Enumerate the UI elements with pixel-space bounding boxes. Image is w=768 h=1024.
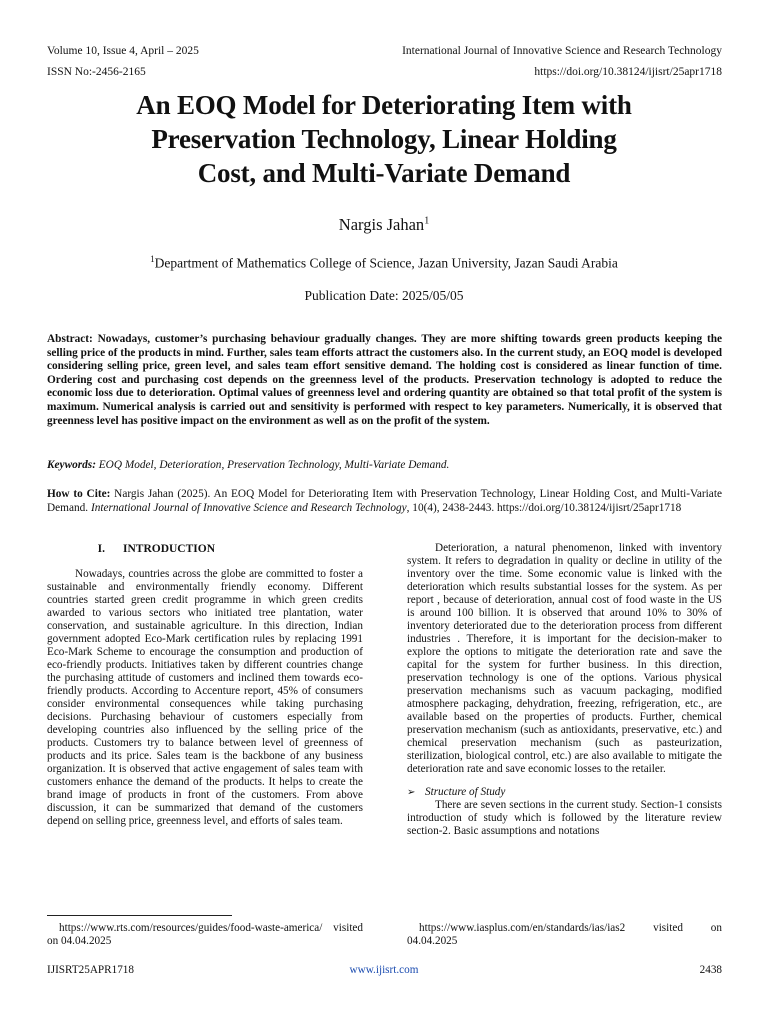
structure-paragraph: There are seven sections in the current study. Section-1 consists introduction of study which is followed by the literature review section-2. Basic assumptions and notations (407, 799, 722, 837)
abstract-label: Abstract: (47, 333, 93, 345)
title-line-1: An EOQ Model for Deteriorating Item with (136, 90, 632, 120)
footnote-left: https://www.rts.com/resources/guides/food-waste-america/ visited on 04.04.2025 (47, 922, 363, 947)
publication-date: Publication Date: 2025/05/05 (304, 288, 464, 303)
affil-text: Department of Mathematics College of Science, Jazan University, Jazan Saudi Arabia (154, 255, 618, 271)
issn: ISSN No:-2456-2165 (47, 66, 146, 78)
right-column (407, 542, 722, 838)
footnote-divider (47, 915, 232, 916)
author-name: Nargis Jahan (338, 215, 425, 234)
section-number: I. (97, 543, 105, 555)
affil-sup: 1 (150, 254, 155, 264)
section-heading (47, 543, 363, 555)
cite-journal: International Journal of Innovative Science and Research Technology (90, 501, 407, 514)
abstract-text: Nowadays, customer’s purchasing behaviour gradually changes. They are more shifting towards green products keeping the selling price of the products in mind. Further, sales team efforts attract the customers also. In the current study, an EOQ model is developed considering selling price, green level, and sales team effort sensitive demand. The holding cost is considered as linear function of time. Ordering cost and purchasing cost depends on the greenness level of the products. Preservation technology is adopted to reduce the economic loss due to deterioration. Optimal values of greenness level and ordering quantity are obtained so that total profit of the system is maximum. Numerical analysis is carried out and sensitivity is performed with respect to key parameters. Numerically, it is observed that greenness level has positive impact on the environment as well as on the profit of the system. (47, 333, 723, 427)
footer-site-link[interactable]: www.ijisrt.com (349, 964, 419, 976)
keywords (47, 459, 722, 473)
journal-name: International Journal of Innovative Science and Research Technology (402, 45, 722, 57)
intro-paragraph: Nowadays, countries across the globe are committed to foster a sustainable and environmentally friendly economy. Different countries started green credit programme in which green credits awarded to various sectors who initiated tree plantation, water conservation, and sustainable agriculture. In this direction, Indian government adopted Eco-Mark certification rules by replacing 1991 Eco-Mark Scheme to encourage the consumption and production of eco-friendly products. Initiatives taken by different countries change the purchasing attitude of customers and inclined them towards eco-friendly products. According to Accenture report, 45% of consumers consider environmental consequences while taking purchasing decisions. Purchasing behaviour of customers especially from developing countries also influenced by the selling price of the products. Customers try to balance between level of greenness of products and its price. Sales team is the backbone of any business organization. It is observed that active engagement of sales team with customers enhance the demand of the products. It helps to create the brand image of products in front of the customers. From above discussion, it can be summarized that demand of the customers depend on selling price, greenness level, and efforts of sales team. (47, 568, 363, 827)
title-line-2: Preservation Technology, Linear Holding (151, 124, 617, 154)
cite-label: How to Cite: (47, 488, 111, 500)
footer-code: IJISRT25APR1718 (47, 964, 134, 976)
deterioration-paragraph: Deterioration, a natural phenomenon, linked with inventory system. It refers to degradation in quality or decline in utility of the inventory over the time. Some economic value is linked with the deterioration which results substantial losses for the system. As per report , because of deterioration, annual cost of food waste in the US is around 100 billion. It is observed that around 10% to 30% of inventory deteriorated due to the deterioration process from different industries . Therefore, it is important for the decision-maker to explore the options to mitigate the deterioration rate and save the capital for the system for further business. In this direction, preservation technology is one of the options. Various physical preservation mechanisms such as vacuum packaging, modified atmosphere packaging, dehydration, freezing, refrigeration, etc., are available based on the properties of products. Further, chemical preservation mechanism (such as antioxidants, preservative, etc.) and chemical preservation mechanism (such as pasteurization, sterilization, biological control, etc.) are also available to mitigate the deterioration rate and save economic losses to the retailer. (407, 542, 722, 775)
volume-info: Volume 10, Issue 4, April – 2025 (47, 45, 199, 57)
title-line-3: Cost, and Multi-Variate Demand (197, 158, 571, 188)
arrow-bullet-icon: ➢ (407, 787, 416, 798)
keywords-text: EOQ Model, Deterioration, Preservation Technology, Multi-Variate Demand. (98, 459, 450, 471)
page-number: 2438 (699, 964, 722, 976)
doi-link[interactable]: https://doi.org/10.38124/ijisrt/25apr1718 (534, 66, 722, 78)
footnote-right: https://www.iasplus.com/en/standards/ias/ias2 visited on 04.04.2025 (407, 922, 722, 947)
how-to-cite (47, 488, 722, 515)
paper-title (60, 88, 708, 190)
cite-text-b: , 10(4), 2438-2443. https://doi.org/10.38124/ijisrt/25apr1718 (406, 501, 682, 514)
affiliation (0, 254, 768, 272)
author-sup: 1 (424, 215, 430, 227)
subsection-title: Structure of Study (425, 786, 506, 798)
author (0, 215, 768, 235)
left-column (47, 568, 363, 828)
subsection-heading (407, 786, 722, 799)
cite-text-a: Nargis Jahan (2025). An EOQ Model for Deteriorating Item with Preservation Technology, Linear Holding Cost, and Multi-Variate Demand. (47, 488, 722, 514)
keywords-label: Keywords: (47, 459, 96, 471)
section-title: INTRODUCTION (123, 543, 216, 555)
abstract (47, 333, 722, 428)
